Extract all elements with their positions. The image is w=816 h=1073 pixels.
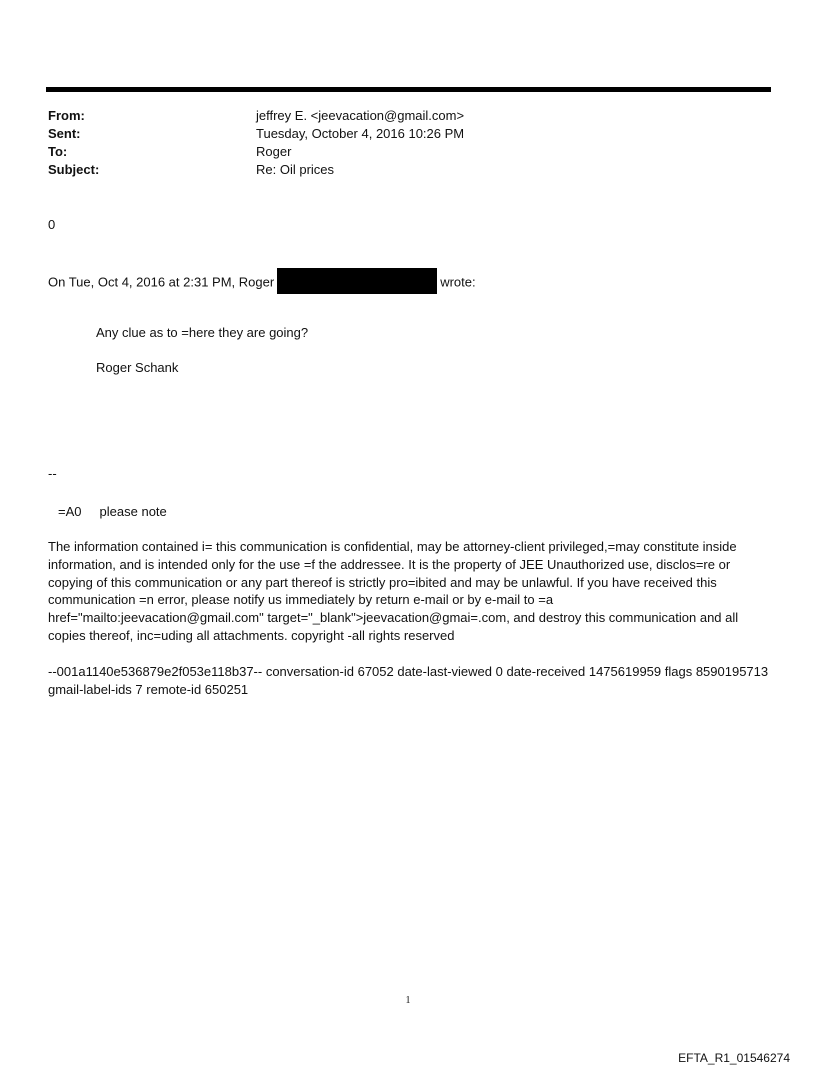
page-number: 1	[405, 995, 411, 1006]
from-row	[48, 107, 464, 125]
header-divider	[46, 87, 771, 92]
redaction-block	[277, 268, 437, 294]
sent-value: Tuesday, October 4, 2016 10:26 PM	[256, 126, 465, 141]
confidentiality-disclaimer: The information contained i= this communication is confidential, may be attorney-client privileged,=may constitute inside information, and is intended only for the use =f the addressee. It is the property of JEE Unauthorized use, disclos=re or copying of this communication or any part thereof is strictly pro=ibited and may be unlawful. If you have received this communication =n error, please notify us immediately by return e-mail or by e-mail to =a href="mailto:jeevacation@gmail.com" target="_blank">jeevacation@gmai=.com, and destroy this communication and all copies thereof, inc=uding all attachments. copyright -all rights reserved	[48, 539, 739, 643]
from-label: From:	[48, 108, 85, 123]
to-row	[48, 143, 464, 161]
reply-text: 0	[48, 217, 56, 232]
subject-value: Re: Oil prices	[256, 162, 335, 177]
from-value: jeffrey E. <jeevacation@gmail.com>	[256, 108, 465, 123]
to-label: To:	[48, 144, 68, 159]
message-metadata: --001a1140e536879e2f053e118b37-- conversation-id 67052 date-last-viewed 0 date-received 1475619959 flags 8590195713 gmail-label-ids 7 remote-id 650251	[48, 664, 769, 697]
to-value: Roger	[256, 144, 292, 159]
subject-row	[48, 161, 464, 179]
quoted-line: Any clue as to =here they are going?	[96, 325, 309, 340]
sent-row	[48, 125, 464, 143]
subject-label: Subject:	[48, 162, 100, 177]
signature-separator: --	[48, 466, 57, 481]
quote-intro-suffix: wrote:	[440, 274, 476, 290]
document-id: EFTA_R1_01546274	[678, 1051, 790, 1065]
quote-intro	[48, 270, 476, 296]
quoted-signature: Roger Schank	[96, 360, 179, 375]
email-header	[48, 107, 464, 179]
quote-intro-prefix: On Tue, Oct 4, 2016 at 2:31 PM, Roger	[48, 274, 275, 290]
please-note-line: =A0 please note	[58, 504, 167, 519]
sent-label: Sent:	[48, 126, 81, 141]
